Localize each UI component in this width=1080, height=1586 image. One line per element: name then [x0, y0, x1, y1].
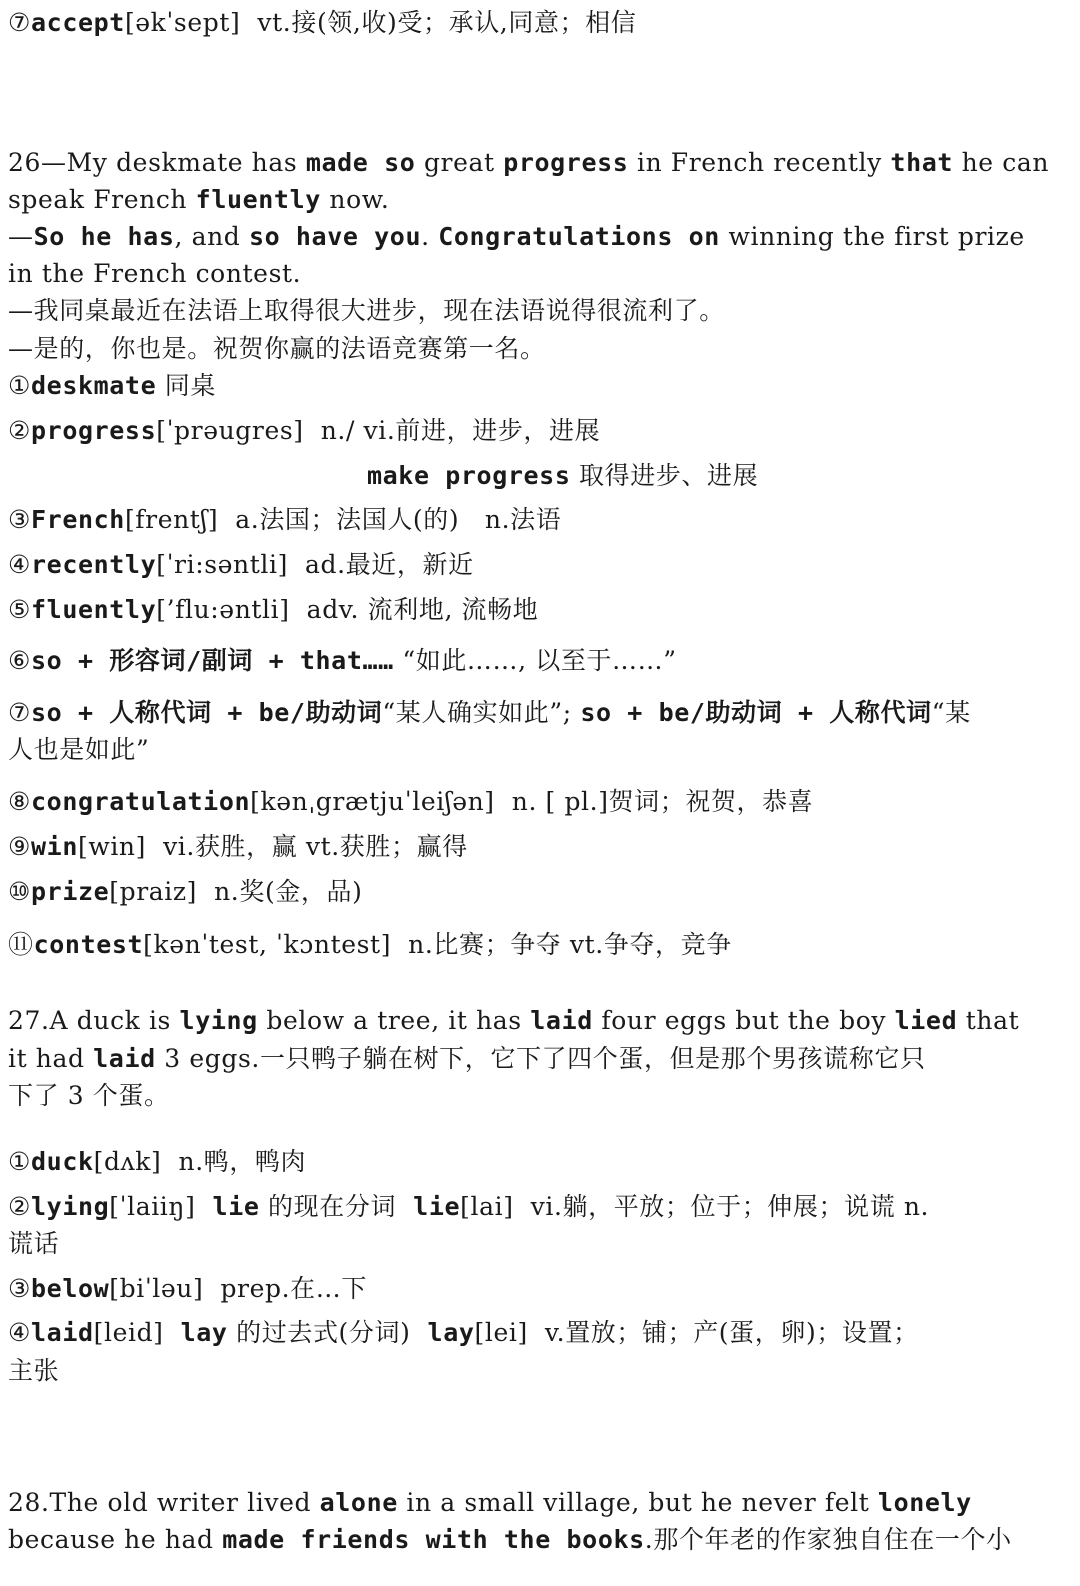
text-run: it had [8, 1044, 94, 1073]
text-run: ④ [8, 550, 32, 579]
text-run: [əkˈsept] vt.接(领,收)受；承认,同意；相信 [124, 8, 637, 37]
s27-line [8, 1006, 1064, 1036]
bold-term: contest [33, 930, 144, 959]
bold-term: lay [427, 1318, 475, 1347]
text-run: —是的，你也是。祝贺你赢的法语竞赛第一名。 [8, 334, 546, 363]
bold-term: lying [179, 1006, 258, 1035]
prev-entry-accept [8, 8, 1064, 38]
s26-line [8, 148, 1064, 178]
text-run: . [421, 222, 439, 251]
text-run: 人也是如此” [8, 735, 150, 764]
s27-line [8, 1044, 1064, 1074]
grammar-so-pronoun-cont [8, 735, 1064, 765]
text-run: “某人确实如此”; [382, 698, 581, 727]
text-run: great [415, 148, 504, 177]
vocab-lying [8, 1192, 1064, 1222]
text-run: ⑦ [8, 8, 32, 37]
bold-term: that [890, 148, 954, 177]
bold-term: so + 形容词/副词 + that…… [31, 646, 394, 675]
bold-term: fluently [31, 595, 157, 624]
bold-term: make progress [367, 461, 571, 490]
bold-term: laid [31, 1318, 94, 1347]
bold-term: lie [413, 1192, 461, 1221]
s26-line [8, 259, 1064, 289]
bold-term: below [31, 1274, 110, 1303]
vocab-laid [8, 1318, 1064, 1348]
text-run: ③ [8, 1274, 32, 1303]
text-run: that [957, 1006, 1020, 1035]
text-run: [dʌk] n.鸭，鸭肉 [93, 1147, 307, 1176]
text-run: ⑨ [8, 832, 32, 861]
text-run: [win] vi.获胜，赢 vt.获胜；赢得 [77, 832, 468, 861]
s28-line [8, 1488, 1064, 1518]
text-run: ① [8, 371, 32, 400]
vocab-deskmate [8, 371, 1064, 401]
text-run: 主张 [8, 1356, 60, 1385]
text-run: in French recently [628, 148, 891, 177]
text-run: ① [8, 1147, 32, 1176]
text-run: speak French [8, 185, 196, 214]
vocab-progress [8, 416, 1064, 446]
text-run: [lai] vi.躺，平放；位于；伸展；说谎 n. [460, 1192, 930, 1221]
vocab-win [8, 832, 1064, 862]
bold-term: deskmate [31, 371, 157, 400]
text-run: [praiz] n.奖(金，品) [109, 877, 363, 906]
bold-term: lied [894, 1006, 958, 1035]
vocab-fluently [8, 595, 1064, 625]
vocab-congratulation [8, 787, 1064, 817]
s28-line [8, 1525, 1064, 1555]
text-run: ⑧ [8, 787, 32, 816]
text-run: [kənˌgrætjuˈleiʃən] n. [ pl.]贺词；祝贺，恭喜 [250, 787, 814, 816]
text-run: winning the first prize [719, 222, 1025, 251]
vocab-lying-cont [8, 1229, 1064, 1259]
vocab-below [8, 1274, 1064, 1304]
text-run: 27.A duck is [8, 1006, 180, 1035]
bold-term: progress [503, 148, 629, 177]
bold-term: So he has [33, 222, 175, 251]
text-run: 取得进步、进展 [570, 461, 759, 490]
text-run: in a small village, but he never felt [397, 1488, 878, 1517]
text-run: [ˈlaiiŋ] [109, 1192, 213, 1221]
text-run: 28.The old writer lived [8, 1488, 320, 1517]
text-run: “某 [931, 698, 971, 727]
bold-term: French [31, 505, 125, 534]
text-run: [ˈri:səntli] ad.最近，新近 [156, 550, 474, 579]
text-run: in the French contest. [8, 259, 302, 288]
bold-term: lonely [877, 1488, 972, 1517]
text-run: ⑥ [8, 646, 32, 675]
text-run: — [8, 222, 34, 251]
text-run: he can [953, 148, 1050, 177]
vocab-contest [8, 930, 1064, 960]
bold-term: made so [305, 148, 416, 177]
text-run: ② [8, 416, 32, 445]
bold-term: laid [530, 1006, 593, 1035]
bold-term: laid [93, 1044, 156, 1073]
text-run: —我同桌最近在法语上取得很大进步，现在法语说得很流利了。 [8, 296, 725, 325]
s26-line [8, 185, 1064, 215]
bold-term: alone [319, 1488, 398, 1517]
bold-term: lie [212, 1192, 260, 1221]
text-run: four eggs but the boy [592, 1006, 895, 1035]
text-run: [leid] [93, 1318, 181, 1347]
bold-term: progress [31, 416, 157, 445]
text-run: [ˈprəugres] n./ vi.前进，进步，进展 [156, 416, 601, 445]
bold-term: Congratulations on [438, 222, 720, 251]
text-run: now. [320, 185, 390, 214]
text-run: “如此……, 以至于……” [393, 646, 677, 675]
s26-line [8, 296, 1064, 326]
vocab-prize [8, 877, 1064, 907]
text-run: ⑩ [8, 877, 32, 906]
bold-term: accept [31, 8, 125, 37]
bold-term: lay [180, 1318, 228, 1347]
vocab-duck [8, 1147, 1064, 1177]
text-run: [’flu:əntli] adv. 流利地, 流畅地 [156, 595, 539, 624]
bold-term: fluently [195, 185, 321, 214]
text-run: below a tree, it has [257, 1006, 531, 1035]
text-run: ⑪ [8, 930, 34, 959]
text-run: [frentʃ] a.法国；法国人(的) n.法语 [124, 505, 562, 534]
text-run: .那个年老的作家独自住在一个小 [644, 1525, 1012, 1554]
text-run: [biˈləu] prep.在…下 [109, 1274, 367, 1303]
text-run: [kənˈtest, ˈkɔntest] n.比赛；争夺 vt.争夺，竞争 [143, 930, 732, 959]
vocab-laid-cont [8, 1356, 1064, 1386]
text-run: 的现在分词 [259, 1192, 414, 1221]
phrase-make-progress [367, 461, 1064, 491]
text-run: [lei] v.置放；铺；产(蛋，卵)；设置； [474, 1318, 919, 1347]
bold-term: congratulation [31, 787, 251, 816]
bold-term: so + 人称代词 + be/助动词 [31, 698, 383, 727]
text-run: 谎话 [8, 1229, 60, 1258]
bold-term: made friends with the books [222, 1525, 645, 1554]
bold-term: so have you [248, 222, 422, 251]
text-run: 下了 3 个蛋。 [8, 1081, 170, 1110]
text-run: ③ [8, 505, 32, 534]
text-run: 26—My deskmate has [8, 148, 306, 177]
text-run: ② [8, 1192, 32, 1221]
bold-term: prize [31, 877, 110, 906]
vocab-recently [8, 550, 1064, 580]
text-run: because he had [8, 1525, 223, 1554]
text-run: 的过去式(分词) [227, 1318, 428, 1347]
text-run: , and [174, 222, 249, 251]
bold-term: win [31, 832, 78, 861]
grammar-so-pronoun [8, 698, 1064, 728]
s27-line [8, 1081, 1064, 1111]
text-run: 同桌 [156, 371, 216, 400]
vocab-french [8, 505, 1064, 535]
s26-line [8, 334, 1064, 364]
bold-term: lying [31, 1192, 110, 1221]
text-run: ④ [8, 1318, 32, 1347]
bold-term: so + be/助动词 + 人称代词 [580, 698, 932, 727]
grammar-so-that [8, 646, 1064, 676]
text-run: ⑤ [8, 595, 32, 624]
text-run: 3 eggs.一只鸭子躺在树下，它下了四个蛋，但是那个男孩谎称它只 [155, 1044, 926, 1073]
bold-term: recently [31, 550, 157, 579]
bold-term: duck [31, 1147, 94, 1176]
text-run: ⑦ [8, 698, 32, 727]
s26-line [8, 222, 1064, 252]
